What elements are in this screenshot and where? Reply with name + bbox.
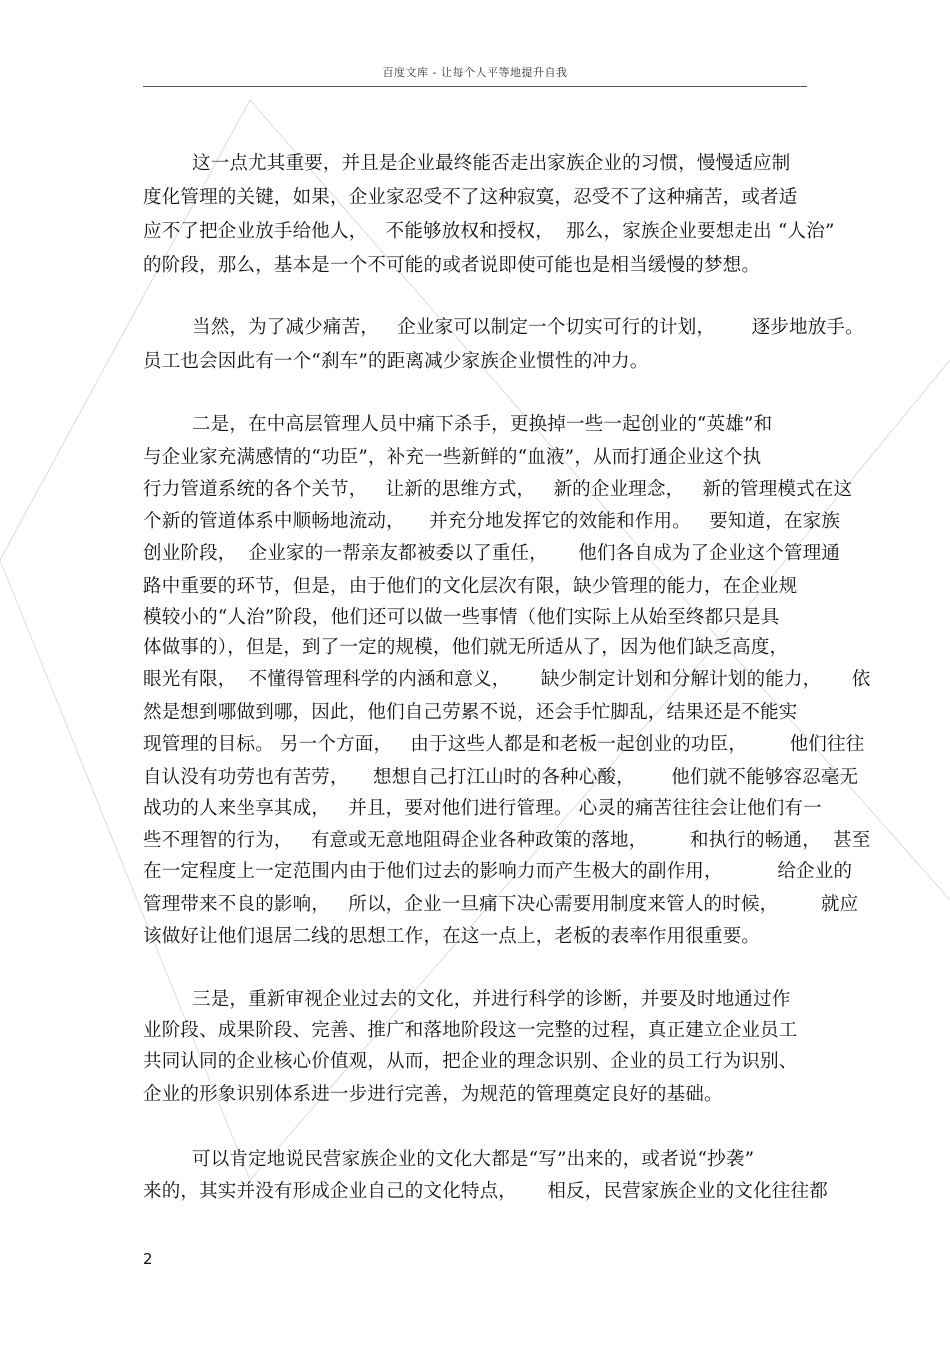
text-line: 员工也会因此有一个“刹车”的距离减少家族企业惯性的冲力。 bbox=[143, 351, 649, 372]
text-line: 业阶段、成果阶段、完善、推广和落地阶段这一完整的过程，真正建立企业员工 bbox=[143, 1020, 798, 1041]
text-line: 管理带来不良的影响， 所以，企业一旦痛下决心需要用制度来管人的时候， 就应 bbox=[143, 894, 859, 915]
text-line: 个新的管道体系中顺畅地流动， 并充分地发挥它的效能和作用。 要知道，在家族 bbox=[143, 511, 841, 532]
text-line: 些不理智的行为， 有意或无意地阻碍企业各种政策的落地， 和执行的畅通， 甚至 bbox=[143, 830, 871, 851]
text-line: 模较小的“人治”阶段，他们还可以做一些事情（他们实际上从始至终都只是具 bbox=[143, 607, 780, 628]
text-line: 共同认同的企业核心价值观，从而，把企业的理念识别、企业的员工行为识别、 bbox=[143, 1051, 798, 1072]
text-line: 行力管道系统的各个关节， 让新的思维方式， 新的企业理念， 新的管理模式在这 bbox=[143, 479, 853, 500]
text-line: 这一点尤其重要，并且是企业最终能否走出家族企业的习惯，慢慢适应制 bbox=[192, 153, 791, 174]
text-line: 与企业家充满感情的“功臣”，补充一些新鲜的“血液”，从而打通企业这个执 bbox=[143, 447, 762, 468]
text-line: 眼光有限， 不懂得管理科学的内涵和意义， 缺少制定计划和分解计划的能力， 依 bbox=[143, 669, 871, 690]
page-header: 百度文库 - 让每个人平等地提升自我 bbox=[382, 66, 568, 79]
text-line: 三是，重新审视企业过去的文化，并进行科学的诊断，并要及时地通过作 bbox=[192, 989, 791, 1010]
text-line: 企业的形象识别体系进一步进行完善，为规范的管理奠定良好的基础。 bbox=[143, 1084, 723, 1105]
text-line: 的阶段，那么，基本是一个不可能的或者说即使可能也是相当缓慢的梦想。 bbox=[143, 255, 761, 276]
text-line: 然是想到哪做到哪，因此，他们自己劳累不说，还会手忙脚乱，结果还是不能实 bbox=[143, 702, 798, 723]
text-line: 创业阶段， 企业家的一帮亲友都被委以了重任， 他们各自成为了企业这个管理通 bbox=[143, 543, 841, 564]
text-line: 二是，在中高层管理人员中痛下杀手，更换掉一些一起创业的“英雄”和 bbox=[192, 414, 773, 435]
text-line: 自认没有功劳也有苦劳， 想想自己打江山时的各种心酸， 他们就不能够容忍毫无 bbox=[143, 767, 859, 788]
text-line: 现管理的目标。 另一个方面， 由于这些人都是和老板一起创业的功臣， 他们往往 bbox=[143, 734, 865, 755]
text-line: 当然，为了减少痛苦， 企业家可以制定一个切实可行的计划， 逐步地放手。 bbox=[192, 317, 864, 338]
text-line: 应不了把企业放手给他人， 不能够放权和授权， 那么，家族企业要想走出 “人治” bbox=[143, 221, 835, 242]
text-line: 来的，其实并没有形成企业自己的文化特点， 相反，民营家族企业的文化往往都 bbox=[143, 1181, 828, 1202]
text-line: 该做好让他们退居二线的思想工作，在这一点上，老板的表率作用很重要。 bbox=[143, 926, 761, 947]
header-divider bbox=[143, 86, 807, 87]
text-line: 战功的人来坐享其成， 并且，要对他们进行管理。 心灵的痛苦往往会让他们有一 bbox=[143, 798, 822, 819]
text-line: 度化管理的关键，如果，企业家忍受不了这种寂寞，忍受不了这种痛苦，或者适 bbox=[143, 187, 798, 208]
text-line: 体做事的），但是，到了一定的规模，他们就无所适从了，因为他们缺乏高度， bbox=[143, 637, 789, 658]
text-line: 路中重要的环节，但是，由于他们的文化层次有限，缺少管理的能力，在企业规 bbox=[143, 576, 798, 597]
page-number: 2 bbox=[143, 1250, 153, 1268]
text-line: 可以肯定地说民营家族企业的文化大都是“写”出来的，或者说“抄袭” bbox=[192, 1149, 755, 1170]
text-line: 在一定程度上一定范围内由于他们过去的影响力而产生极大的副作用， 给企业的 bbox=[143, 861, 853, 882]
